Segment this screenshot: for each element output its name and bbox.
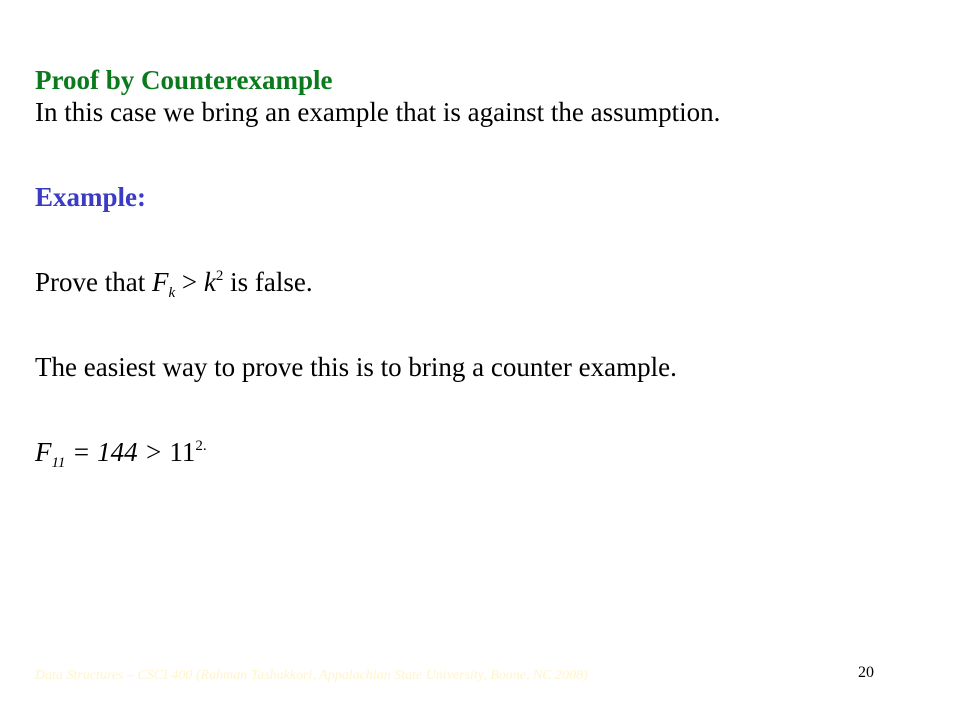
spacer xyxy=(35,213,935,266)
claim-f-sub: k xyxy=(168,285,176,301)
counterexample-line xyxy=(35,436,935,471)
counterexample-eq: = 144 > xyxy=(65,437,170,467)
slide-title: Proof by Counterexample xyxy=(35,65,333,95)
footer-text: Data Structures – CSCI 400 (Rahman Tashakkori, Appalachian State University, Boone, NC 2008) xyxy=(35,668,588,683)
claim-suffix: is false. xyxy=(223,267,313,297)
claim-prefix: Prove that xyxy=(35,267,152,297)
claim-line xyxy=(35,266,935,301)
spacer xyxy=(35,383,935,436)
page-number: 20 xyxy=(858,664,874,681)
claim-f: F xyxy=(151,267,169,297)
slide-body xyxy=(35,64,935,471)
counterexample-f-sub: 11 xyxy=(51,455,66,471)
explanation-text: The easiest way to prove this is to bring a counter example. xyxy=(35,352,677,382)
intro-text: In this case we bring an example that is against the assumption. xyxy=(35,97,721,127)
counterexample-exp: 2. xyxy=(195,438,207,454)
spacer xyxy=(35,298,935,351)
claim-op: > xyxy=(175,267,204,297)
spacer xyxy=(35,128,935,181)
counterexample-f: F xyxy=(35,437,52,467)
example-heading: Example: xyxy=(35,182,146,212)
counterexample-base: 11 xyxy=(169,437,196,467)
claim-k: k xyxy=(203,267,216,297)
claim-k-sup: 2 xyxy=(215,268,224,284)
